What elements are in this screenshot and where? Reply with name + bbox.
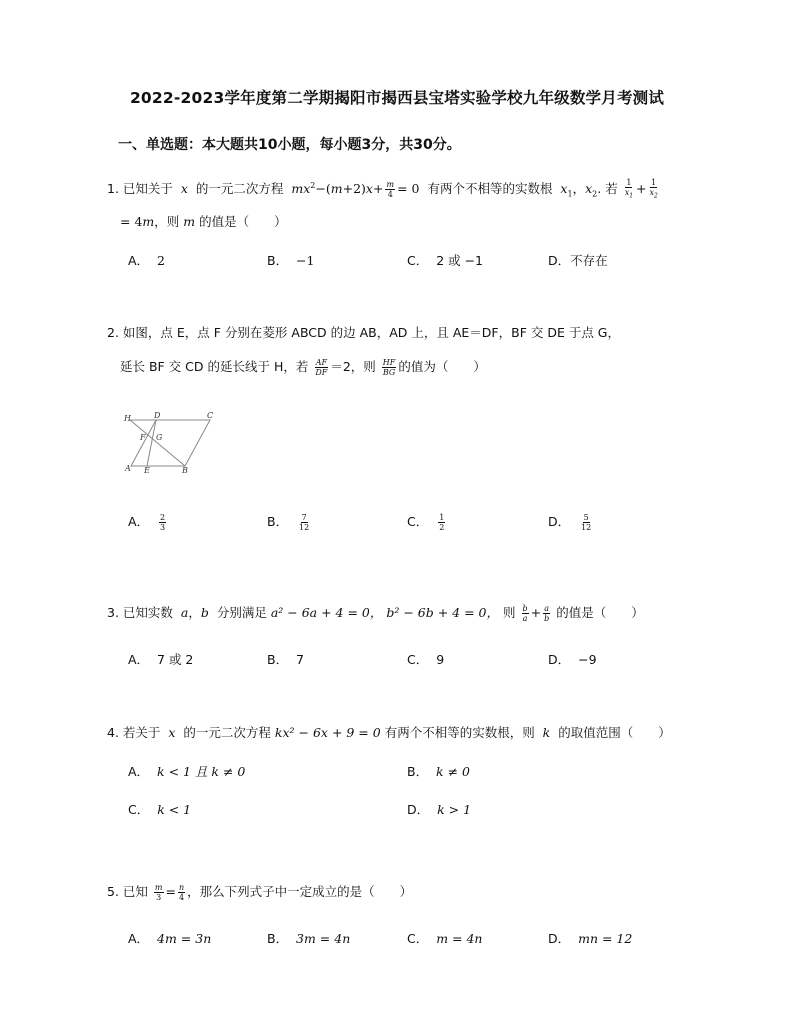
question-text: 的一元二次方程 — [195, 181, 284, 197]
option-letter: D． — [548, 253, 571, 268]
question-text: 的值是（ ） — [199, 214, 287, 229]
question-text: 如图，点 E，点 F 分别在菱形 ABCD 的边 AB，AD 上，且 AE＝DF，BF 交 DE 于点 G， — [122, 325, 620, 340]
q1-option-c[interactable] — [407, 251, 483, 269]
q5-option-c[interactable] — [407, 929, 482, 947]
line-de — [147, 420, 156, 466]
option-letter: A． — [128, 931, 150, 946]
option-fraction: $\frac{5}{12}$ — [581, 513, 592, 532]
q4-option-b[interactable] — [407, 762, 470, 780]
fraction-hf-bg: $\frac{HF}{BG}$ — [382, 358, 396, 377]
option-text: k ≠ 0 — [436, 764, 470, 779]
option-text: 2 — [157, 253, 165, 268]
fraction: $\frac{n}{4}$ — [179, 883, 185, 902]
equation-a: a² − 6a + 4 = 0， — [270, 605, 383, 620]
point-label: C — [207, 411, 214, 420]
q3-option-b[interactable] — [267, 650, 304, 668]
question-text: 若关于 — [122, 725, 161, 740]
equation: = 4m — [120, 214, 155, 229]
math-var: k — [538, 725, 555, 740]
question-1: 1. 已知关于 x 的一元二次方程 $mx^2-(m+2)x+$ $\frac{m}{4}$ = 0 有两个不相等的实数根 $x_1$，$x_2$. 若 $\frac{1}{x_1}$ + $\frac{1}{x_2}$ — [107, 178, 658, 200]
option-letter: A． — [128, 514, 150, 529]
q1-option-b[interactable] — [267, 251, 314, 269]
question-text: 已知 — [122, 884, 148, 899]
option-text: k < 1 — [157, 802, 192, 817]
question-text: 的一元二次方程 — [183, 725, 271, 740]
point-label: B — [182, 466, 188, 475]
q2-option-b[interactable] — [267, 512, 312, 532]
option-letter: B． — [267, 931, 289, 946]
option-text: 9 — [436, 652, 445, 667]
fraction-af-df: $\frac{AF}{DF}$ — [315, 358, 328, 377]
option-text: mn = 12 — [578, 931, 633, 946]
q3-option-a[interactable] — [128, 650, 193, 668]
section-heading: 一、单选题：本大题共10小题，每小题3分，共30分。 — [118, 137, 461, 153]
option-letter: C． — [407, 931, 429, 946]
question-text: 分别满足 — [216, 605, 267, 620]
option-text: 4m = 3n — [157, 931, 212, 946]
roots: $x_1$，$x_2$. — [556, 181, 602, 199]
fraction: $\frac{1}{x_2}$ — [649, 178, 658, 200]
q1-option-d[interactable] — [548, 251, 608, 269]
option-letter: D． — [548, 931, 571, 946]
q5-option-a[interactable] — [128, 929, 211, 947]
question-text: 有两个不相等的实数根，则 — [384, 725, 535, 740]
q5-option-b[interactable] — [267, 929, 350, 947]
question-number: 4. — [107, 725, 119, 740]
question-text: 若 — [605, 181, 618, 197]
question-number: 2. — [107, 325, 119, 340]
equation: $mx^2-(m+2)x+$ $\frac{m}{4}$ = 0 — [287, 180, 420, 200]
question-number: 3. — [107, 605, 119, 620]
rhombus-abcd — [131, 420, 210, 466]
question-1-line2 — [120, 212, 287, 232]
page-title: 2022-2023学年度第二学期揭阳市揭西县宝塔实验学校九年级数学月考测试 — [129, 89, 665, 107]
option-letter: A． — [128, 253, 150, 268]
question-3: 3. 已知实数 a，b 分别满足 a² − 6a + 4 = 0， b² − 6b + 4 = 0， 则 $\frac{b}{a}$ + $\frac{a}{b}$ 的值是（ ） — [107, 604, 644, 623]
option-text: 3m = 4n — [296, 931, 351, 946]
option-letter: C． — [407, 514, 429, 529]
question-2-line2 — [120, 357, 486, 377]
question-text: 有两个不相等的实数根 — [427, 181, 553, 197]
option-letter: D． — [548, 652, 571, 667]
option-letter: A． — [128, 764, 150, 779]
q4-option-a[interactable] — [128, 762, 245, 780]
option-letter: D． — [548, 514, 571, 529]
question-text: 的值是（ ） — [556, 605, 644, 620]
fraction: $\frac{1}{x_1}$ — [624, 178, 634, 200]
option-letter: D． — [407, 802, 430, 817]
fraction: $\frac{a}{b}$ — [544, 604, 550, 623]
question-text: ＝2，则 — [330, 359, 376, 374]
question-text: ，那么下列式子中一定成立的是（ ） — [187, 884, 413, 899]
option-letter: C． — [407, 253, 429, 268]
option-letter: B． — [267, 253, 289, 268]
point-label: F — [140, 433, 146, 442]
question-text: 的取值范围（ ） — [558, 725, 671, 740]
question-text: 则 — [503, 605, 516, 620]
fraction: $\frac{b}{a}$ — [522, 604, 528, 623]
rhombus-figure — [118, 408, 223, 478]
fraction: $\frac{m}{3}$ — [154, 883, 163, 902]
option-text: m = 4n — [436, 931, 483, 946]
question-number: 1. — [107, 181, 119, 197]
point-label: D — [154, 411, 161, 420]
option-text: −1 — [296, 253, 315, 268]
q3-option-c[interactable] — [407, 650, 444, 668]
question-text: 的值为（ ） — [398, 359, 486, 374]
option-text: k > 1 — [437, 802, 472, 817]
equation: kx² − 6x + 9 = 0 — [274, 725, 381, 740]
option-fraction: $\frac{1}{2}$ — [439, 513, 445, 532]
question-5: 5. 已知 $\frac{m}{3}$ = $\frac{n}{4}$ ，那么下列式子中一定成立的是（ ） — [107, 883, 413, 902]
option-letter: B． — [267, 514, 289, 529]
question-2 — [107, 323, 620, 343]
q5-option-d[interactable] — [548, 929, 632, 947]
line-hb — [130, 420, 185, 466]
option-letter: C． — [407, 652, 429, 667]
math-var: m — [179, 214, 200, 229]
q3-option-d[interactable] — [548, 650, 597, 668]
point-label: H — [124, 414, 131, 423]
math-var: x — [164, 725, 180, 740]
option-fraction: $\frac{2}{3}$ — [160, 513, 166, 532]
option-text: 不存在 — [570, 253, 608, 268]
option-text: −9 — [578, 652, 597, 667]
q2-option-c[interactable] — [407, 512, 447, 532]
option-letter: B． — [267, 652, 289, 667]
question-number: 5. — [107, 884, 119, 899]
point-label: A — [125, 464, 131, 473]
option-letter: B． — [407, 764, 429, 779]
math-vars: a，b — [176, 605, 213, 620]
option-text: 2 或 −1 — [436, 253, 484, 268]
option-fraction: $\frac{7}{12}$ — [299, 513, 310, 532]
question-4 — [107, 723, 671, 743]
question-text: ，则 — [154, 214, 180, 229]
point-label: G — [156, 433, 163, 442]
q4-option-d[interactable] — [407, 800, 471, 818]
option-letter: C． — [128, 802, 150, 817]
q2-option-a[interactable] — [128, 512, 168, 532]
question-text: 已知关于 — [122, 181, 173, 197]
option-letter: A． — [128, 652, 150, 667]
equation-b: b² − 6b + 4 = 0， — [386, 605, 500, 620]
q4-option-c[interactable] — [128, 800, 191, 818]
q2-option-d[interactable] — [548, 512, 594, 532]
math-var: x — [176, 181, 192, 197]
option-text: k < 1 且 k ≠ 0 — [157, 764, 246, 779]
option-text: 7 或 2 — [157, 652, 194, 667]
option-text: 7 — [296, 652, 304, 667]
point-label: E — [144, 466, 150, 475]
question-text: 延长 BF 交 CD 的延长线于 H，若 — [120, 359, 309, 374]
q1-option-a[interactable] — [128, 251, 165, 269]
question-text: 已知实数 — [122, 605, 173, 620]
